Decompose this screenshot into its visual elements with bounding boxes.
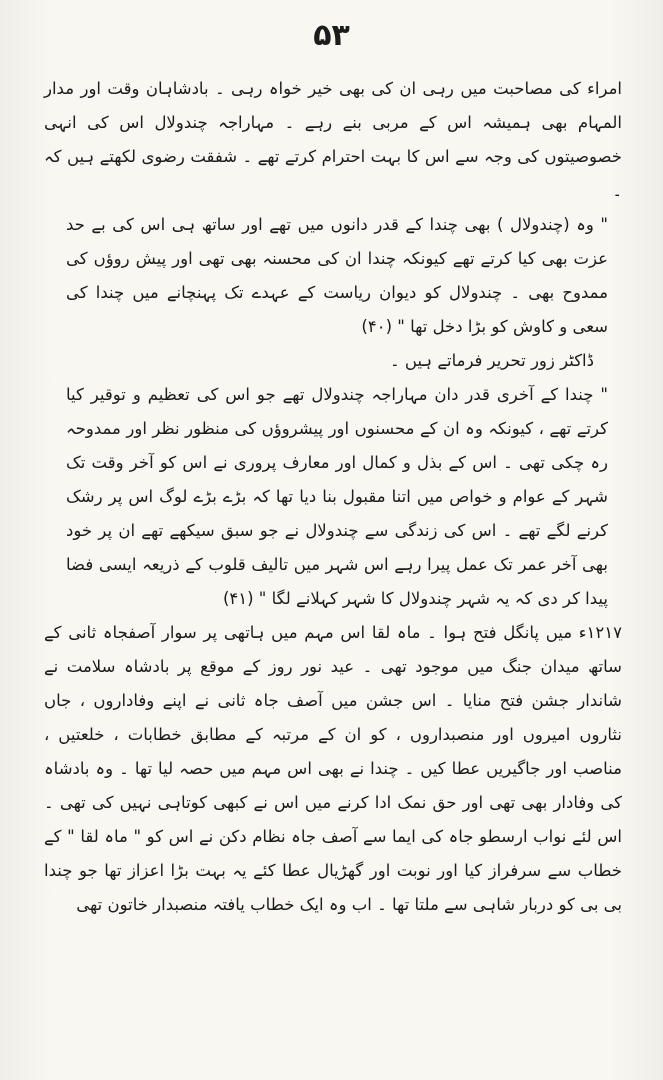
page-number: ۵۳	[313, 18, 350, 53]
quote-shafqat-rizvi: " وہ (چندولال ) بھی چندا کے قدر دانوں میں تھے اور ساتھ ہی اس کی بے حد عزت بھی کیا کرتے تھے کیونکہ چندا ان کی محسنہ بھی تھی اور پیش روؤں کی ممدوح بھی ۔ چندولال کو دیوان ریاست کے عہدے تک پہنچانے میں چندا کی سعی و کاوش کو بڑا دخل تھا " (۴۰)	[66, 215, 608, 336]
page-body	[44, 72, 622, 922]
quote-dr-zor: " چندا کے آخری قدر دان مہاراجہ چندولال تھے جو اس کی تعظیم و توقیر کیا کرتے تھے ، کیونکہ وہ ان کے محسنوں اور پیشروؤں کی منظور نظر اور ممدوحہ رہ چکی تھی ۔ اس کے بذل و کمال اور معارف پروری نے اس کو آخر وقت تک شہر کے عوام و خواص میں اتنا مقبول بنا دیا تھا کہ بڑے بڑے لوگ اس پر رشک کرنے لگے تھے ۔ اس کی زندگی سے چندولال نے جو سبق سیکھے تھے ان پر خود بھی آخر عمر تک عمل پیرا رہے اس شہر میں تالیف قلوب کے ذریعہ ایسی فضا پیدا کر دی کہ یہ شہر چندولال کا شہر کہلانے لگا " (۴۱)	[66, 385, 608, 608]
paragraph-panagal-victory: ۱۲۱۷ء میں پانگل فتح ہوا ۔ ماہ لقا اس مہم میں ہاتھی پر سوار آصفجاہ ثانی کے ساتھ میدان جنگ میں موجود تھی ۔ عید نور روز کے موقع پر بادشاہ سلامت نے شاندار جشن فتح منایا ۔ اس جشن میں آصف جاہ ثانی نے اپنے وفاداروں ، جاں نثاروں امیروں اور منصبداروں ، کو ان کے مرتبہ کے مطابق خطابات ، خلعتیں ، مناصب اور جاگیریں عطا کیں ۔ چندا نے بھی اس مہم میں حصہ لیا تھا ۔ وہ بادشاہ کی وفادار بھی تھی اور حق نمک ادا کرنے میں اس نے کبھی کوتاہی نہیں کی تھی ۔ اس لئے نواب ارسطو جاہ کی ایما سے آصف جاہ نظام دکن نے اس کو " ماہ لقا " کے خطاب سے سرفراز کیا اور نوبت اور گھڑیال عطا کئے یہ بہت بڑا اعزاز تھا جو چندا بی بی کو دربار شاہی سے ملتا تھا ۔ اب وہ ایک خطاب یافتہ منصبدار خاتون تھی	[44, 623, 622, 914]
paragraph-intro: امراء کی مصاحبت میں رہی ان کی بھی خیر خواہ رہی ۔ بادشاہان وقت اور مدار المہام بھی ہمیشہ اس کے مربی بنے رہے ۔ مہاراجہ چندولال اس کی انہی خصوصیتوں کی وجہ سے اس کا بہت احترام کرتے تھے ۔ شفقت رضوی لکھتے ہیں کہ ۔	[44, 79, 622, 200]
quote-intro-dr-zor: ڈاکٹر زور تحریر فرماتے ہیں ۔	[389, 351, 594, 370]
